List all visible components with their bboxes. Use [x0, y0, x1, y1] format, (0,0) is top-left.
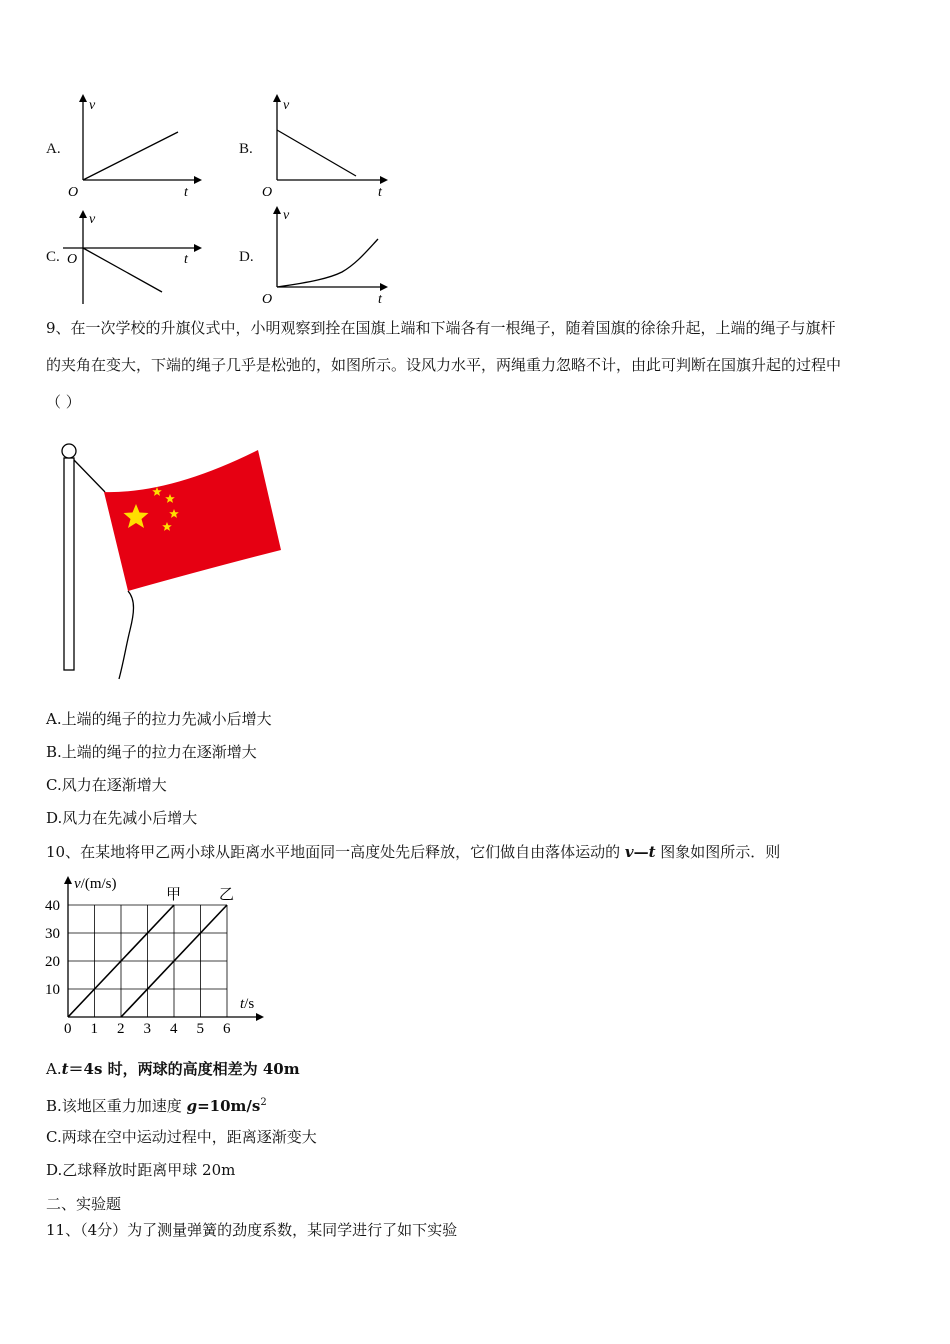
chart-x-axis-label: t/s [240, 996, 255, 1012]
q8-option-d-label[interactable]: D. [239, 249, 254, 265]
q11-stem: 11、（4分）为了测量弹簧的劲度系数，某同学进行了如下实验 [46, 1221, 458, 1239]
q8a-y-label: v [89, 98, 96, 113]
q8d-origin: O [262, 292, 273, 306]
q10-option-d[interactable]: D.乙球释放时距离甲球 20m [46, 1161, 236, 1179]
q8-graph-a [58, 92, 203, 202]
q10-option-b-prefix: B.该地区重力加速度 [46, 1097, 187, 1115]
series-label: 乙 [219, 887, 235, 903]
q10-option-a-text: ＝4s 时，两球的高度相差为 40m [68, 1060, 300, 1078]
q8d-y-label: v [283, 208, 290, 223]
q8b-origin: O [262, 185, 273, 200]
q9-stem-line1: 9、在一次学校的升旗仪式中，小明观察到拴在国旗上端和下端各有一根绳子，随着国旗的徐徐升起，上端的绳子与旗杆 [46, 319, 836, 337]
q10-stem-var-t: t [648, 843, 656, 861]
x-tick-label: 4 [170, 1021, 178, 1035]
q8-option-b-label[interactable]: B. [239, 141, 253, 157]
lower-rope [119, 591, 134, 679]
q8b-y-label: v [283, 98, 290, 113]
q10-stem [46, 842, 780, 862]
section-title: 二、实验题 [46, 1195, 122, 1213]
q10-option-a[interactable] [46, 1059, 300, 1079]
q8c-x-label: t [184, 252, 188, 267]
upper-rope [74, 460, 105, 492]
q10-option-a-prefix: A. [46, 1060, 62, 1078]
flagpole [64, 458, 74, 670]
q8-graph-b [252, 92, 397, 202]
q9-stem-line3: （ ） [46, 393, 81, 411]
y-tick-label: 10 [45, 982, 60, 998]
vt-chart [40, 870, 270, 1035]
q8-graph-c [58, 206, 203, 306]
x-tick-label: 3 [143, 1021, 151, 1035]
x-tick-label: 2 [117, 1021, 125, 1035]
q10-stem-dash: — [633, 843, 649, 861]
q10-stem-text-b: 图象如图所示．则 [655, 843, 781, 861]
x-tick-label: 6 [223, 1021, 231, 1035]
flagpole-ball [62, 444, 76, 458]
q8c-y-label: v [89, 212, 96, 227]
q9-option-a[interactable]: A.上端的绳子的拉力先减小后增大 [46, 710, 272, 728]
chart-y-axis-label: v/(m/s) [74, 876, 117, 892]
q9-stem-line2: 的夹角在变大，下端的绳子几乎是松弛的，如图所示。设风力水平，两绳重力忽略不计，由此可判断在国旗升起的过程中 [46, 356, 842, 374]
q10-option-b[interactable] [46, 1093, 267, 1116]
q8-option-a-label[interactable]: A. [46, 141, 61, 157]
q8-option-c-label[interactable]: C. [46, 249, 60, 265]
y-tick-label: 40 [45, 898, 60, 914]
q10-option-b-var: g [186, 1097, 198, 1115]
q10-stem-text-a: 10、在某地将甲乙两小球从距离水平地面同一高度处先后释放，它们做自由落体运动的 [46, 843, 625, 861]
q10-option-c[interactable]: C.两球在空中运动过程中，距离逐渐变大 [46, 1128, 317, 1146]
q10-option-b-text: =10m/s [197, 1097, 261, 1115]
q10-option-a-var: t [61, 1060, 69, 1078]
q9-option-c[interactable]: C.风力在逐渐增大 [46, 776, 167, 794]
y-tick-label: 30 [45, 926, 60, 942]
x-tick-label: 1 [90, 1021, 98, 1035]
x-tick-label: 0 [64, 1021, 72, 1035]
chart-grid [68, 905, 227, 1017]
x-tick-label: 5 [196, 1021, 204, 1035]
q9-option-b[interactable]: B.上端的绳子的拉力在逐渐增大 [46, 743, 257, 761]
series-label: 甲 [166, 887, 182, 903]
q10-stem-var-v: v [624, 843, 634, 861]
q8-graph-d [252, 202, 397, 306]
q8a-x-label: t [184, 185, 188, 200]
q8b-x-label: t [378, 185, 382, 200]
q8d-x-label: t [378, 292, 382, 306]
y-tick-label: 20 [45, 954, 60, 970]
flag-illustration [50, 438, 290, 688]
q8a-origin: O [68, 185, 79, 200]
q8c-origin: O [67, 252, 78, 267]
q9-option-d[interactable]: D.风力在先减小后增大 [46, 809, 198, 827]
q10-option-b-sup: 2 [260, 1097, 267, 1108]
